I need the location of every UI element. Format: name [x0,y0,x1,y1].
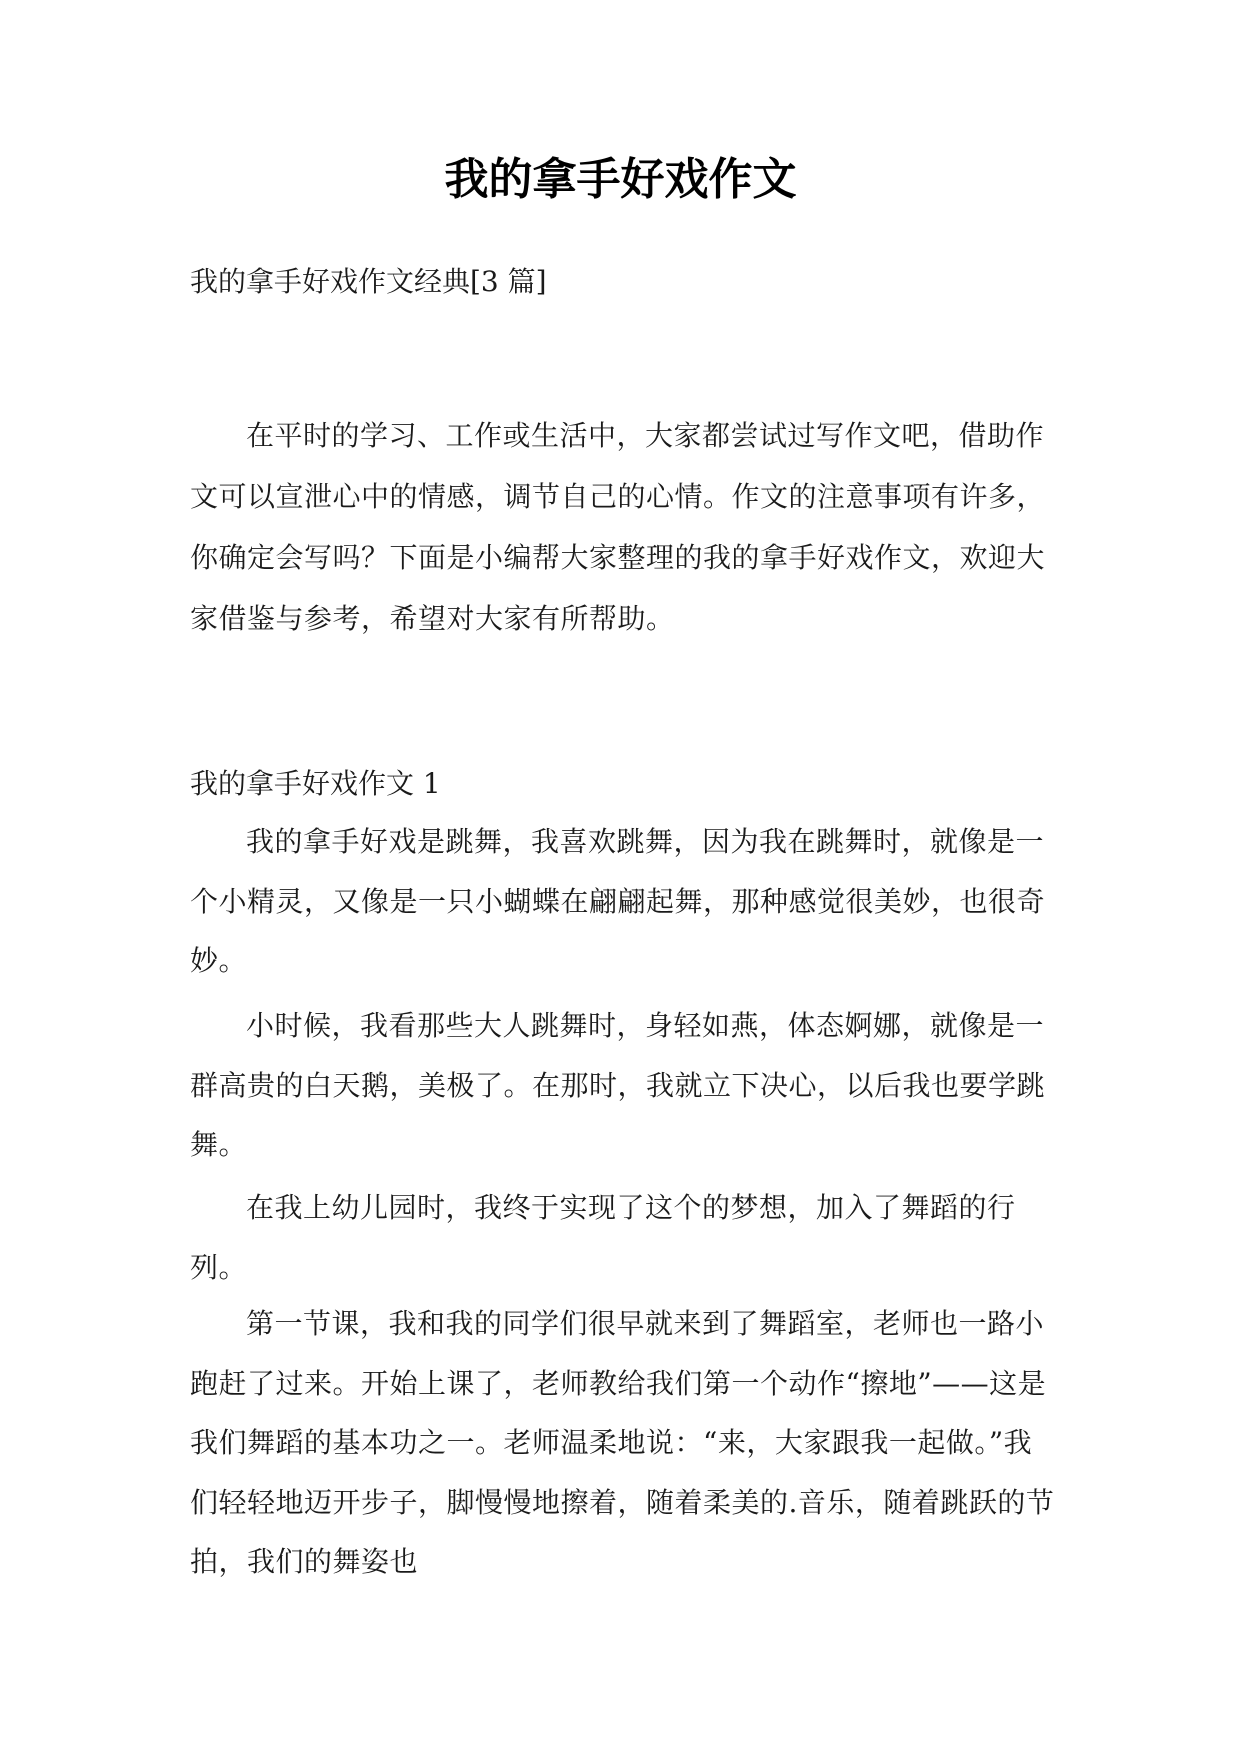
body-paragraph-1: 我的拿手好戏是跳舞，我喜欢跳舞，因为我在跳舞时，就像是一个小精灵，又像是一只小蝴蝶在翩翩起舞，那种感觉很美妙，也很奇妙。 [190,825,1046,977]
body-paragraph-2: 小时候，我看那些大人跳舞时，身轻如燕，体态婀娜，就像是一群高贵的白天鹅，美极了。在那时，我就立下决心，以后我也要学跳舞。 [190,1009,1046,1161]
section-heading: 我的拿手好戏作文 1 [190,767,441,800]
body-paragraph-3: 在我上幼儿园时，我终于实现了这个的梦想，加入了舞蹈的行列。 [190,1191,1016,1284]
intro-paragraph: 在平时的学习、工作或生活中，大家都尝试过写作文吧，借助作文可以宣泄心中的情感，调节自己的心情。作文的注意事项有许多，你确定会写吗？下面是小编帮大家整理的我的拿手好戏作文，欢迎大家借鉴与参考，希望对大家有所帮助。 [190,419,1046,635]
body-paragraph-4: 第一节课，我和我的同学们很早就来到了舞蹈室，老师也一路小跑赶了过来。开始上课了，老师教给我们第一个动作“擦地”——这是我们舞蹈的基本功之一。老师温柔地说：“来，大家跟我一起做。”我们轻轻地迈开步子，脚慢慢地擦着，随着柔美的.音乐，随着跳跃的节拍，我们的舞姿也 [190,1307,1055,1578]
document-title: 我的拿手好戏作文 [444,154,797,205]
document-subtitle: 我的拿手好戏作文经典[3 篇] [190,265,547,298]
